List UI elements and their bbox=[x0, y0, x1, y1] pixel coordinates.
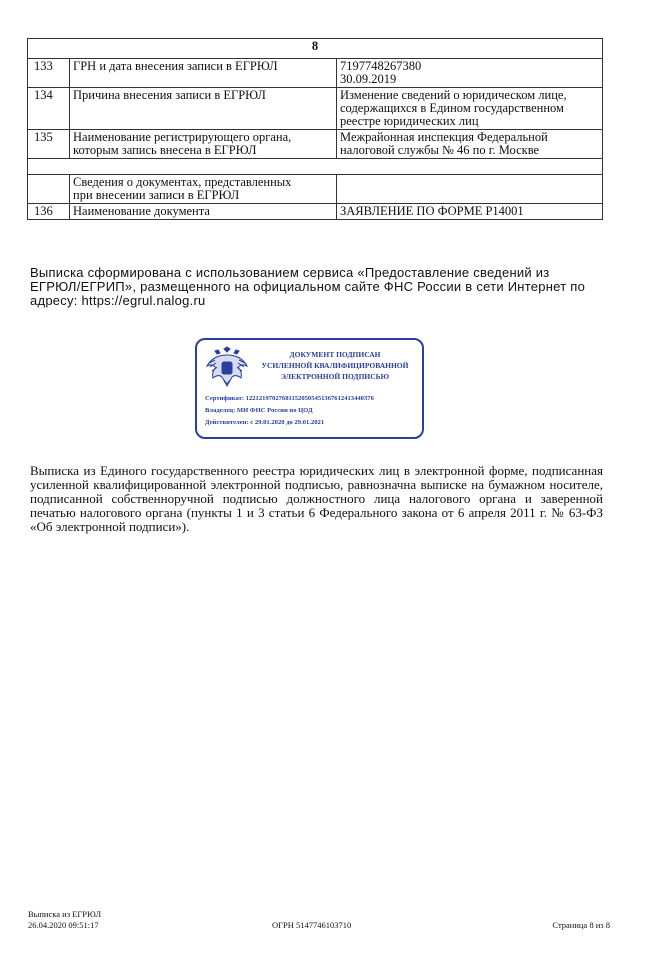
electronic-signature-stamp bbox=[195, 338, 424, 439]
egrul-record-table bbox=[27, 38, 603, 220]
row-value bbox=[337, 175, 603, 204]
stamp-title-line: УСИЛЕННОЙ КВАЛИФИЦИРОВАННОЙ bbox=[261, 361, 409, 370]
empty-row bbox=[28, 159, 603, 175]
certificate-number: Сертификат: 122121970276811520505451367612413440376 bbox=[205, 395, 374, 402]
grn-value: 7197748267380 bbox=[340, 59, 422, 73]
row-value: ЗАЯВЛЕНИЕ ПО ФОРМЕ Р14001 bbox=[337, 204, 603, 220]
empty-cell bbox=[28, 159, 603, 175]
stamp-title-line: ДОКУМЕНТ ПОДПИСАН bbox=[289, 350, 381, 359]
footer-left bbox=[28, 909, 101, 931]
name-line: которым запись внесена в ЕГРЮЛ bbox=[73, 143, 257, 157]
table-row bbox=[28, 130, 603, 159]
footer-ogrn: ОГРН 5147746103710 bbox=[272, 920, 352, 930]
row-value bbox=[337, 88, 603, 130]
legal-note-paragraph: Выписка из Единого государственного реестра юридических лиц в электронной форме, подписанная усиленной квалифицированной электронной подписью, равнозначна выписке на бумажном носителе, подписанной собственноручной подписью должностного лица налогового органа и заверенной печатью налогового органа (пункты 1 и 3 статьи 6 Федерального закона от 6 апреля 2011 г. № 63-ФЗ «Об электронной подписи»). bbox=[30, 463, 603, 534]
row-name: Причина внесения записи в ЕГРЮЛ bbox=[70, 88, 337, 130]
row-name: Наименование документа bbox=[70, 204, 337, 220]
stamp-title-line: ЭЛЕКТРОННОЙ ПОДПИСЬЮ bbox=[280, 372, 390, 381]
name-line: Сведения о документах, представленных bbox=[73, 175, 292, 189]
row-number: 136 bbox=[28, 204, 70, 220]
row-value bbox=[337, 59, 603, 88]
table-row bbox=[28, 59, 603, 88]
section-header-row bbox=[28, 39, 603, 59]
name-line: при внесении записи в ЕГРЮЛ bbox=[73, 188, 240, 202]
name-line: Наименование регистрирующего органа, bbox=[73, 130, 292, 144]
row-value bbox=[337, 130, 603, 159]
row-number: 133 bbox=[28, 59, 70, 88]
record-date: 30.09.2019 bbox=[340, 72, 397, 86]
value-line: содержащихся в Едином государственном bbox=[340, 101, 564, 115]
stamp-title bbox=[253, 349, 417, 382]
row-name: ГРН и дата внесения записи в ЕГРЮЛ bbox=[70, 59, 337, 88]
value-line: налоговой службы № 46 по г. Москве bbox=[340, 143, 540, 157]
table-row bbox=[28, 88, 603, 130]
table-row bbox=[28, 175, 603, 204]
certificate-validity: Действителен: с 29.01.2020 до 29.01.2021 bbox=[205, 419, 325, 426]
value-line: Изменение сведений о юридическом лице, bbox=[340, 88, 567, 102]
row-number: 134 bbox=[28, 88, 70, 130]
value-line: реестре юридических лиц bbox=[340, 114, 479, 128]
section-number: 8 bbox=[28, 39, 603, 59]
row-number: 135 bbox=[28, 130, 70, 159]
row-name bbox=[70, 130, 337, 159]
row-name bbox=[70, 175, 337, 204]
footer-page-number: Страница 8 из 8 bbox=[552, 920, 610, 930]
footer-doc-name: Выписка из ЕГРЮЛ bbox=[28, 909, 102, 919]
certificate-owner: Владелец: МИ ФНС России по ЦОД bbox=[205, 407, 313, 414]
service-note-paragraph: Выписка сформирована с использованием сервиса «Предоставление сведений из ЕГРЮЛ/ЕГРИП», размещенного на официальном сайте ФНС России в сети Интернет по адресу: https://egrul.nalog.ru bbox=[30, 265, 586, 308]
row-number bbox=[28, 175, 70, 204]
coat-of-arms-icon bbox=[205, 346, 249, 388]
table-row bbox=[28, 204, 603, 220]
footer-timestamp: 26.04.2020 09:51:17 bbox=[28, 920, 99, 930]
value-line: Межрайонная инспекция Федеральной bbox=[340, 130, 548, 144]
